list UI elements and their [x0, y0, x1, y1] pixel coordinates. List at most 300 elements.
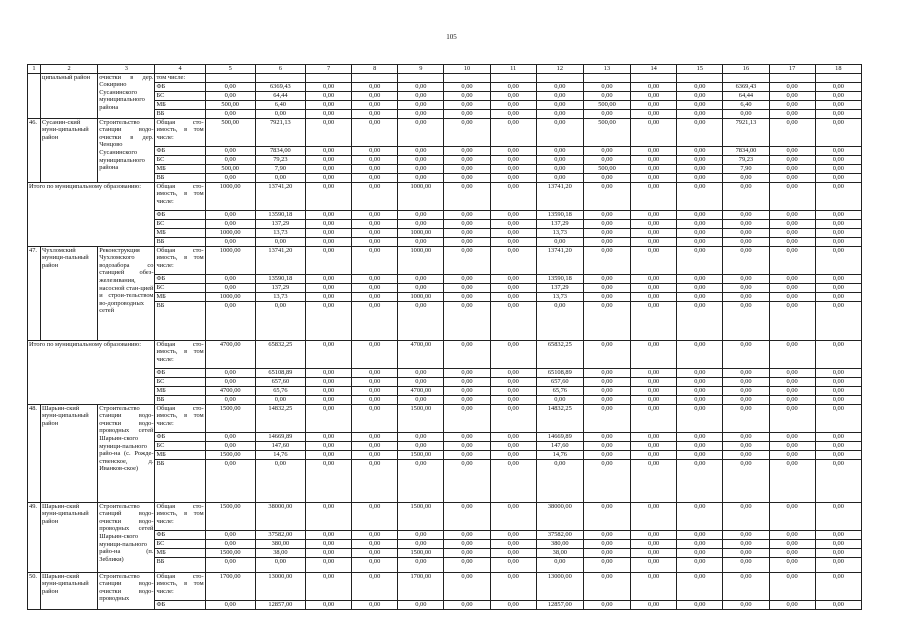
- value-cell: 0,00: [815, 219, 861, 228]
- value-cell: 0,00: [305, 228, 351, 237]
- funding-source: ФБ: [155, 146, 205, 155]
- value-cell: 0,00: [583, 292, 630, 301]
- column-header: 13: [583, 65, 630, 74]
- value-cell: 0,00: [631, 246, 677, 274]
- value-cell: 0,00: [398, 274, 444, 283]
- value-cell: 0,00: [677, 459, 723, 502]
- value-cell: 0,00: [444, 502, 490, 530]
- value-cell: 0,00: [444, 557, 490, 572]
- value-cell: 0,00: [583, 572, 630, 600]
- value-cell: 0,00: [723, 502, 769, 530]
- value-cell: 0,00: [352, 182, 398, 210]
- funding-source: БС: [155, 377, 205, 386]
- row-number: 49.: [28, 502, 41, 572]
- value-cell: [583, 73, 630, 82]
- value-cell: 0,00: [583, 368, 630, 377]
- value-cell: 0,00: [305, 377, 351, 386]
- value-cell: 0,00: [398, 301, 444, 340]
- value-cell: 14,76: [536, 450, 583, 459]
- value-cell: 0,00: [769, 237, 815, 246]
- value-cell: 0,00: [305, 155, 351, 164]
- value-cell: 0,00: [723, 274, 769, 283]
- value-cell: 0,00: [490, 292, 536, 301]
- value-cell: 0,00: [352, 173, 398, 182]
- funding-source: ФБ: [155, 82, 205, 91]
- value-cell: 0,00: [352, 292, 398, 301]
- funding-source: МБ: [155, 450, 205, 459]
- value-cell: 0,00: [205, 82, 255, 91]
- value-cell: 0,00: [769, 368, 815, 377]
- value-cell: 1500,00: [205, 404, 255, 432]
- value-cell: 0,00: [444, 173, 490, 182]
- district-name: Чухломский муници-пальный район: [41, 246, 98, 340]
- value-cell: 0,00: [769, 548, 815, 557]
- value-cell: 0,00: [490, 386, 536, 395]
- value-cell: 0,00: [536, 118, 583, 146]
- value-cell: 0,00: [352, 219, 398, 228]
- value-cell: 0,00: [398, 173, 444, 182]
- value-cell: 0,00: [815, 274, 861, 283]
- value-cell: 0,00: [352, 100, 398, 109]
- value-cell: 0,00: [677, 228, 723, 237]
- value-cell: 0,00: [305, 539, 351, 548]
- column-header: 15: [677, 65, 723, 74]
- value-cell: 1000,00: [205, 292, 255, 301]
- value-cell: 0,00: [305, 283, 351, 292]
- value-cell: 0,00: [769, 118, 815, 146]
- value-cell: 0,00: [490, 182, 536, 210]
- value-cell: 0,00: [490, 82, 536, 91]
- value-cell: 0,00: [536, 164, 583, 173]
- value-cell: 0,00: [490, 450, 536, 459]
- value-cell: 0,00: [398, 82, 444, 91]
- table-row: [28, 118, 862, 146]
- value-cell: 0,00: [631, 274, 677, 283]
- value-cell: 0,00: [398, 237, 444, 246]
- funding-source: МБ: [155, 386, 205, 395]
- table-row: [28, 572, 862, 600]
- value-cell: 0,00: [305, 274, 351, 283]
- value-cell: 0,00: [352, 432, 398, 441]
- value-cell: 0,00: [305, 182, 351, 210]
- value-cell: 0,00: [815, 432, 861, 441]
- value-cell: 0,00: [583, 301, 630, 340]
- value-cell: 0,00: [769, 459, 815, 502]
- value-cell: 0,00: [305, 118, 351, 146]
- value-cell: 7921,13: [255, 118, 305, 146]
- project-description: Строительство станции водо-очистки водо-проводных: [98, 572, 155, 609]
- value-cell: 0,00: [815, 530, 861, 539]
- value-cell: 0,00: [490, 548, 536, 557]
- value-cell: 0,00: [398, 600, 444, 609]
- value-cell: 0,00: [444, 155, 490, 164]
- value-cell: 0,00: [631, 182, 677, 210]
- value-cell: 0,00: [490, 600, 536, 609]
- value-cell: 0,00: [677, 548, 723, 557]
- value-cell: 0,00: [677, 246, 723, 274]
- table-row: [28, 73, 862, 82]
- value-cell: 0,00: [631, 173, 677, 182]
- value-cell: 0,00: [352, 301, 398, 340]
- value-cell: 0,00: [490, 228, 536, 237]
- value-cell: 13741,20: [255, 246, 305, 274]
- value-cell: 0,00: [490, 146, 536, 155]
- value-cell: 0,00: [769, 100, 815, 109]
- value-cell: 0,00: [677, 146, 723, 155]
- value-cell: 0,00: [305, 210, 351, 219]
- row-number: 48.: [28, 404, 41, 502]
- value-cell: 0,00: [723, 292, 769, 301]
- value-cell: 0,00: [583, 91, 630, 100]
- value-cell: 0,00: [583, 210, 630, 219]
- funding-source: ФБ: [155, 368, 205, 377]
- funding-source: Общая сто-имость, в том числе:: [155, 404, 205, 432]
- value-cell: 0,00: [444, 395, 490, 404]
- value-cell: 0,00: [490, 109, 536, 118]
- funding-source: ФБ: [155, 274, 205, 283]
- funding-source: Общая сто-имость, в том числе:: [155, 246, 205, 274]
- value-cell: 0,00: [815, 377, 861, 386]
- value-cell: 13741,20: [255, 182, 305, 210]
- value-cell: 0,00: [352, 118, 398, 146]
- value-cell: 0,00: [490, 283, 536, 292]
- value-cell: 1500,00: [398, 450, 444, 459]
- column-header: 14: [631, 65, 677, 74]
- value-cell: 0,00: [490, 100, 536, 109]
- value-cell: 38000,00: [255, 502, 305, 530]
- value-cell: 0,00: [631, 109, 677, 118]
- column-header: 12: [536, 65, 583, 74]
- value-cell: 0,00: [444, 441, 490, 450]
- value-cell: 0,00: [815, 600, 861, 609]
- value-cell: 0,00: [444, 530, 490, 539]
- value-cell: 14832,25: [255, 404, 305, 432]
- value-cell: 13,73: [255, 228, 305, 237]
- value-cell: 0,00: [305, 173, 351, 182]
- value-cell: 1500,00: [205, 450, 255, 459]
- funding-source: ВБ: [155, 557, 205, 572]
- value-cell: 0,00: [723, 386, 769, 395]
- project-description: Реконструкция Чухломского водозабора со станцией обез-железивания, насосной стан-цией и строи-тельством во-допроводных сетей: [98, 246, 155, 340]
- value-cell: 0,00: [677, 109, 723, 118]
- value-cell: 0,00: [444, 246, 490, 274]
- funding-source: Общая сто-имость, в том числе:: [155, 502, 205, 530]
- value-cell: 0,00: [398, 557, 444, 572]
- value-cell: 0,00: [583, 173, 630, 182]
- value-cell: 0,00: [305, 237, 351, 246]
- value-cell: 0,00: [769, 450, 815, 459]
- value-cell: 0,00: [352, 539, 398, 548]
- value-cell: 0,00: [723, 377, 769, 386]
- value-cell: 0,00: [677, 377, 723, 386]
- value-cell: 0,00: [815, 237, 861, 246]
- district-name: Шарьин-ский муни-ципальный район: [41, 404, 98, 502]
- value-cell: 0,00: [631, 91, 677, 100]
- value-cell: 0,00: [444, 82, 490, 91]
- value-cell: 0,00: [583, 377, 630, 386]
- value-cell: 0,00: [444, 459, 490, 502]
- value-cell: 13590,18: [536, 274, 583, 283]
- value-cell: 0,00: [815, 301, 861, 340]
- value-cell: 0,00: [255, 109, 305, 118]
- value-cell: 0,00: [490, 572, 536, 600]
- value-cell: 0,00: [677, 292, 723, 301]
- value-cell: 0,00: [723, 441, 769, 450]
- funding-source: ФБ: [155, 600, 205, 609]
- value-cell: 0,00: [352, 441, 398, 450]
- value-cell: 0,00: [305, 395, 351, 404]
- value-cell: 0,00: [205, 395, 255, 404]
- value-cell: 500,00: [205, 164, 255, 173]
- value-cell: 0,00: [815, 368, 861, 377]
- value-cell: 0,00: [677, 572, 723, 600]
- value-cell: 0,00: [815, 228, 861, 237]
- value-cell: 0,00: [631, 395, 677, 404]
- funding-source: МБ: [155, 548, 205, 557]
- value-cell: 0,00: [305, 557, 351, 572]
- value-cell: 0,00: [583, 237, 630, 246]
- value-cell: 0,00: [490, 557, 536, 572]
- value-cell: 1700,00: [205, 572, 255, 600]
- funding-source: МБ: [155, 292, 205, 301]
- value-cell: 0,00: [677, 274, 723, 283]
- value-cell: 0,00: [255, 557, 305, 572]
- value-cell: 147,60: [536, 441, 583, 450]
- value-cell: 0,00: [769, 377, 815, 386]
- value-cell: 137,29: [536, 219, 583, 228]
- value-cell: 0,00: [205, 600, 255, 609]
- value-cell: 0,00: [305, 441, 351, 450]
- value-cell: 0,00: [444, 237, 490, 246]
- funding-source: Общая сто-имость, в том числе:: [155, 572, 205, 600]
- value-cell: 0,00: [769, 301, 815, 340]
- value-cell: 0,00: [536, 82, 583, 91]
- value-cell: 0,00: [305, 386, 351, 395]
- value-cell: 0,00: [398, 146, 444, 155]
- project-description: Строительство станции водо-очистки в дер. Ченцово Сусанинского муниципального района: [98, 118, 155, 182]
- value-cell: 1000,00: [205, 246, 255, 274]
- value-cell: 0,00: [490, 441, 536, 450]
- value-cell: 0,00: [769, 539, 815, 548]
- column-header: 2: [41, 65, 98, 74]
- value-cell: 0,00: [677, 82, 723, 91]
- value-cell: 0,00: [490, 502, 536, 530]
- value-cell: 0,00: [769, 283, 815, 292]
- value-cell: 0,00: [205, 274, 255, 283]
- value-cell: 0,00: [583, 386, 630, 395]
- value-cell: 0,00: [677, 155, 723, 164]
- value-cell: 0,00: [631, 557, 677, 572]
- value-cell: 0,00: [677, 219, 723, 228]
- value-cell: 0,00: [536, 557, 583, 572]
- value-cell: 0,00: [583, 82, 630, 91]
- value-cell: 0,00: [305, 146, 351, 155]
- value-cell: 0,00: [815, 164, 861, 173]
- funding-source: ФБ: [155, 530, 205, 539]
- value-cell: 0,00: [677, 600, 723, 609]
- value-cell: 0,00: [723, 404, 769, 432]
- value-cell: [815, 73, 861, 82]
- column-header: 4: [155, 65, 205, 74]
- value-cell: 0,00: [205, 459, 255, 502]
- value-cell: 0,00: [536, 109, 583, 118]
- value-cell: 0,00: [490, 237, 536, 246]
- value-cell: 0,00: [769, 164, 815, 173]
- value-cell: 0,00: [305, 100, 351, 109]
- value-cell: 0,00: [398, 441, 444, 450]
- page-number: 105: [446, 33, 457, 41]
- value-cell: 13741,20: [536, 246, 583, 274]
- value-cell: 0,00: [398, 459, 444, 502]
- value-cell: 0,00: [352, 237, 398, 246]
- value-cell: 0,00: [444, 292, 490, 301]
- value-cell: 0,00: [205, 368, 255, 377]
- funding-source: Общая сто-имость, в том числе:: [155, 182, 205, 210]
- value-cell: 0,00: [723, 432, 769, 441]
- value-cell: [490, 73, 536, 82]
- value-cell: 1500,00: [205, 548, 255, 557]
- district-name: ципальный район: [41, 73, 98, 118]
- value-cell: 7834,00: [723, 146, 769, 155]
- value-cell: 0,00: [352, 395, 398, 404]
- value-cell: 65,76: [255, 386, 305, 395]
- value-cell: 0,00: [631, 432, 677, 441]
- value-cell: 0,00: [205, 441, 255, 450]
- value-cell: 4700,00: [398, 340, 444, 368]
- value-cell: 0,00: [631, 600, 677, 609]
- value-cell: 0,00: [631, 210, 677, 219]
- value-cell: 0,00: [305, 450, 351, 459]
- value-cell: 0,00: [490, 301, 536, 340]
- value-cell: 0,00: [305, 82, 351, 91]
- value-cell: 0,00: [677, 182, 723, 210]
- value-cell: 0,00: [444, 100, 490, 109]
- value-cell: 14832,25: [536, 404, 583, 432]
- value-cell: 4700,00: [205, 340, 255, 368]
- value-cell: 12857,00: [536, 600, 583, 609]
- value-cell: 65108,89: [255, 368, 305, 377]
- value-cell: 13,73: [255, 292, 305, 301]
- value-cell: 0,00: [769, 292, 815, 301]
- value-cell: 0,00: [444, 539, 490, 548]
- value-cell: 657,60: [255, 377, 305, 386]
- value-cell: 0,00: [631, 459, 677, 502]
- value-cell: 0,00: [723, 530, 769, 539]
- value-cell: 0,00: [815, 404, 861, 432]
- value-cell: 0,00: [769, 340, 815, 368]
- value-cell: 0,00: [398, 100, 444, 109]
- value-cell: 0,00: [398, 164, 444, 173]
- value-cell: 137,29: [255, 219, 305, 228]
- value-cell: 0,00: [490, 155, 536, 164]
- value-cell: 0,00: [490, 404, 536, 432]
- value-cell: 0,00: [723, 219, 769, 228]
- value-cell: 0,00: [631, 283, 677, 292]
- value-cell: 0,00: [631, 340, 677, 368]
- value-cell: 0,00: [205, 283, 255, 292]
- value-cell: 0,00: [352, 340, 398, 368]
- value-cell: 0,00: [444, 283, 490, 292]
- value-cell: 0,00: [677, 118, 723, 146]
- value-cell: 0,00: [677, 368, 723, 377]
- value-cell: 0,00: [490, 459, 536, 502]
- value-cell: 0,00: [352, 557, 398, 572]
- total-label: Итого по муниципальному образованию:: [28, 340, 155, 404]
- value-cell: 0,00: [723, 246, 769, 274]
- value-cell: 0,00: [536, 146, 583, 155]
- row-number: 47.: [28, 246, 41, 340]
- value-cell: 0,00: [490, 340, 536, 368]
- value-cell: 0,00: [205, 432, 255, 441]
- table-row: [28, 246, 862, 274]
- value-cell: 0,00: [631, 219, 677, 228]
- value-cell: 0,00: [723, 459, 769, 502]
- value-cell: 500,00: [205, 100, 255, 109]
- value-cell: 0,00: [583, 228, 630, 237]
- value-cell: 0,00: [398, 432, 444, 441]
- value-cell: 0,00: [631, 100, 677, 109]
- value-cell: 6369,43: [723, 82, 769, 91]
- value-cell: 65832,25: [536, 340, 583, 368]
- value-cell: 13,73: [536, 292, 583, 301]
- value-cell: 0,00: [352, 146, 398, 155]
- value-cell: 0,00: [444, 368, 490, 377]
- value-cell: 0,00: [815, 441, 861, 450]
- funding-source: ВБ: [155, 395, 205, 404]
- column-header: 10: [444, 65, 490, 74]
- value-cell: 0,00: [677, 283, 723, 292]
- value-cell: 0,00: [398, 118, 444, 146]
- value-cell: 1000,00: [205, 182, 255, 210]
- column-header: 1: [28, 65, 41, 74]
- value-cell: 0,00: [583, 600, 630, 609]
- value-cell: 0,00: [769, 246, 815, 274]
- value-cell: 0,00: [352, 283, 398, 292]
- value-cell: 0,00: [255, 395, 305, 404]
- value-cell: 0,00: [815, 173, 861, 182]
- table-row: [28, 404, 862, 432]
- value-cell: 0,00: [536, 155, 583, 164]
- value-cell: 0,00: [536, 100, 583, 109]
- value-cell: 0,00: [677, 210, 723, 219]
- value-cell: 0,00: [723, 572, 769, 600]
- value-cell: 0,00: [631, 292, 677, 301]
- value-cell: 0,00: [815, 459, 861, 502]
- value-cell: 0,00: [631, 377, 677, 386]
- value-cell: 1000,00: [398, 246, 444, 274]
- value-cell: 0,00: [352, 404, 398, 432]
- value-cell: [536, 73, 583, 82]
- value-cell: 0,00: [305, 548, 351, 557]
- value-cell: 14669,89: [536, 432, 583, 441]
- value-cell: 0,00: [305, 404, 351, 432]
- value-cell: 6369,43: [255, 82, 305, 91]
- value-cell: [398, 73, 444, 82]
- value-cell: 0,00: [352, 386, 398, 395]
- value-cell: 0,00: [723, 283, 769, 292]
- value-cell: 0,00: [305, 219, 351, 228]
- value-cell: [444, 73, 490, 82]
- value-cell: 1500,00: [398, 404, 444, 432]
- value-cell: 64,44: [723, 91, 769, 100]
- value-cell: 0,00: [305, 600, 351, 609]
- value-cell: 0,00: [769, 432, 815, 441]
- value-cell: 0,00: [677, 395, 723, 404]
- value-cell: 0,00: [352, 274, 398, 283]
- value-cell: 0,00: [815, 246, 861, 274]
- value-cell: 13590,18: [255, 274, 305, 283]
- value-cell: 1000,00: [398, 292, 444, 301]
